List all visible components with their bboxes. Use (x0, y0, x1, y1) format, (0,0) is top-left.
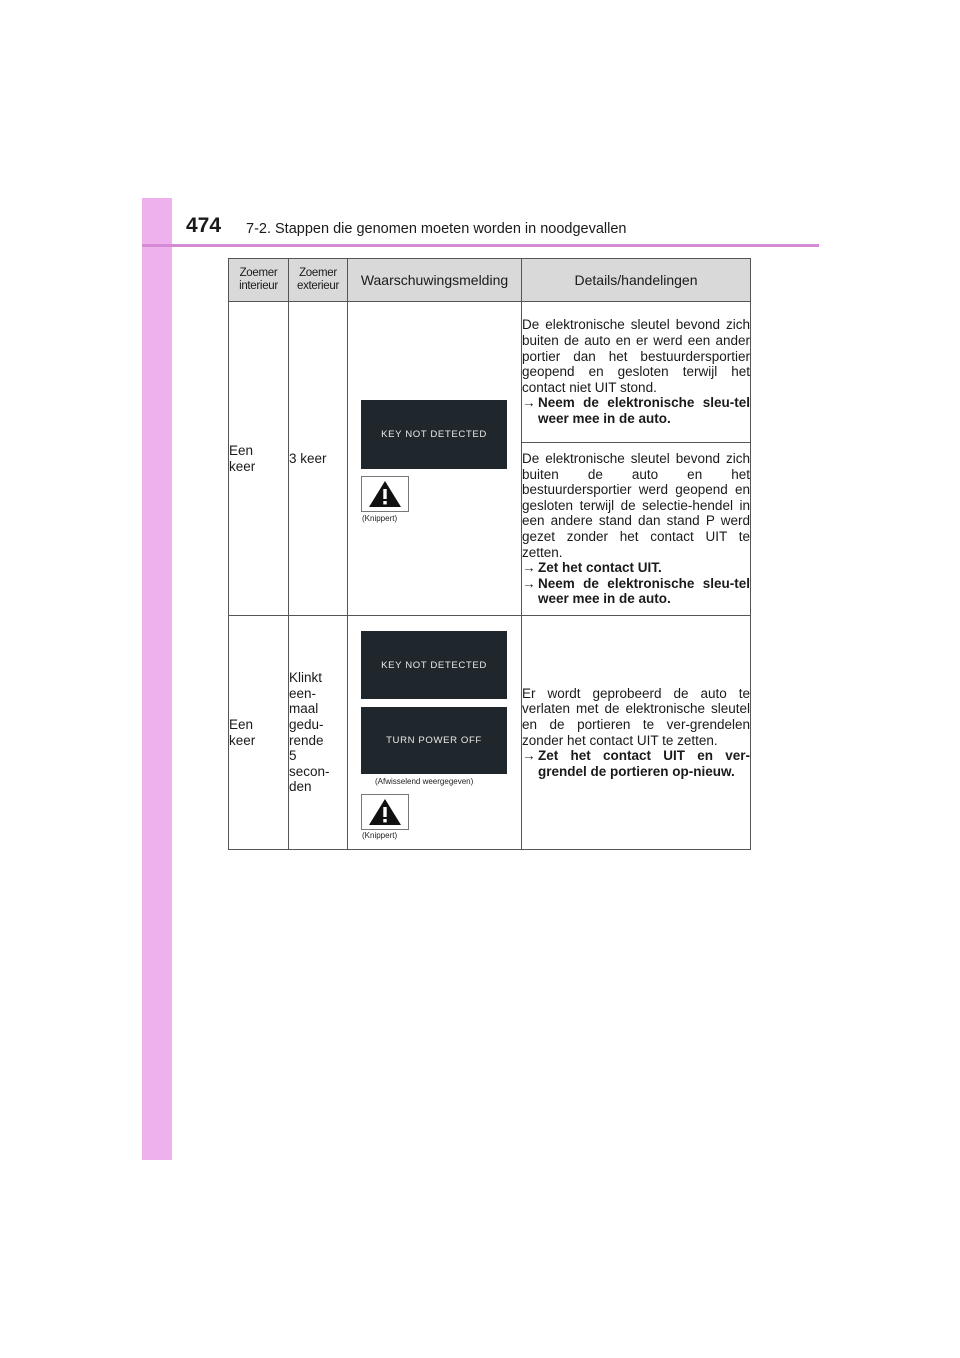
blink-caption: (Knippert) (362, 831, 398, 840)
table-header-row (229, 259, 751, 302)
interior-buzzer-cell: Een keer (229, 616, 289, 850)
arrow-icon: → (522, 575, 536, 591)
warning-message-cell (348, 616, 522, 850)
arrow-icon: → (522, 560, 536, 576)
header-rule (142, 244, 819, 247)
page-number: 474 (186, 214, 222, 237)
warning-message-cell (348, 302, 522, 616)
warning-light-box (361, 476, 409, 512)
warning-triangle-icon (368, 480, 402, 508)
table-row (229, 616, 751, 850)
interior-buzzer-cell: Een keer (229, 302, 289, 616)
col-header-interior-buzzer: Zoemer interieur (229, 259, 289, 302)
blink-caption: (Knippert) (362, 514, 398, 523)
col-header-warning-message: Waarschuwingsmelding (348, 259, 522, 302)
detail-text: Er wordt geprobeerd de auto te verlaten met de elektronische sleutel en de portieren te ver-grendelen zonder het contact UIT te zetten. (522, 685, 750, 748)
warning-table (228, 258, 751, 850)
action-item: → Zet het contact UIT. (522, 560, 662, 576)
details-cell (522, 616, 751, 850)
action-item: → Neem de elektronische sleu-tel weer mee in de auto. (522, 575, 750, 607)
display-screen: KEY NOT DETECTED (361, 400, 507, 469)
details-cell (522, 443, 751, 616)
alternate-caption: (Afwisselend weergegeven) (375, 777, 474, 786)
details-cell (522, 302, 751, 443)
action-item: → Neem de elektronische sleu-tel weer mee in de auto. (522, 395, 750, 426)
arrow-icon: → (522, 748, 536, 764)
warning-triangle-icon (368, 798, 402, 826)
section-title: 7-2. Stappen die genomen moeten worden in noodgevallen (246, 221, 627, 237)
warning-light-box (361, 794, 409, 830)
table-row (229, 302, 751, 443)
exterior-buzzer-cell: 3 keer (289, 302, 348, 616)
chapter-side-tab (142, 198, 172, 1160)
display-screen: KEY NOT DETECTED (361, 631, 507, 699)
col-header-details: Details/handelingen (522, 259, 751, 302)
detail-text: De elektronische sleutel bevond zich buiten de auto en het bestuurdersportier werd geopend en gesloten terwijl de selectie-hendel in een andere stand dan stand P werd gezet zonder het contact UIT te zetten. (522, 451, 750, 560)
detail-text: De elektronische sleutel bevond zich buiten de auto en er werd een ander portier dan het bestuurdersportier geopend en gesloten terwijl het contact niet UIT stond. (522, 317, 750, 395)
col-header-exterior-buzzer: Zoemer exterieur (289, 259, 348, 302)
action-item: → Zet het contact UIT en ver-grendel de portieren op-nieuw. (522, 748, 750, 779)
exterior-buzzer-cell: Klinkt een- maal gedu- rende 5 secon- den (289, 616, 348, 850)
arrow-icon: → (522, 395, 536, 411)
display-screen: TURN POWER OFF (361, 707, 507, 774)
